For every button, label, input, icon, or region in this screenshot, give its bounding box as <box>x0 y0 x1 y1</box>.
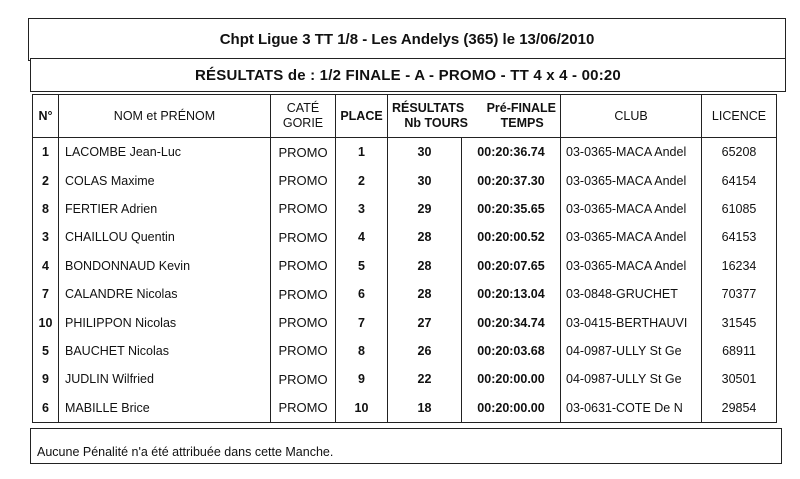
table-row <box>33 166 777 194</box>
cell-tours: 28 <box>388 223 462 251</box>
cell-category: PROMO <box>271 166 336 194</box>
cell-num: 6 <box>33 394 59 423</box>
results-subtitle-box <box>30 58 786 92</box>
table-row <box>33 223 777 251</box>
cell-category: PROMO <box>271 280 336 308</box>
table-row <box>33 280 777 308</box>
cell-place: 7 <box>336 308 388 336</box>
cell-club: 03-0848-GRUCHET <box>561 280 702 308</box>
table-row <box>33 365 777 393</box>
cell-time: 00:20:13.04 <box>462 280 561 308</box>
col-header-category-line2: GORIE <box>282 116 324 130</box>
cell-name: JUDLIN Wilfried <box>59 365 271 393</box>
col-header-place: PLACE <box>336 95 388 138</box>
cell-name: BONDONNAUD Kevin <box>59 252 271 280</box>
table-header-row <box>33 95 777 138</box>
cell-place: 5 <box>336 252 388 280</box>
table-row <box>33 394 777 423</box>
cell-place: 2 <box>336 166 388 194</box>
cell-tours: 28 <box>388 252 462 280</box>
cell-tours: 27 <box>388 308 462 336</box>
cell-club: 03-0365-MACA Andel <box>561 138 702 167</box>
cell-category: PROMO <box>271 138 336 167</box>
cell-name: PHILIPPON Nicolas <box>59 308 271 336</box>
cell-licence: 70377 <box>702 280 777 308</box>
cell-licence: 65208 <box>702 138 777 167</box>
cell-licence: 61085 <box>702 195 777 223</box>
col-header-name: NOM et PRÉNOM <box>59 95 271 138</box>
cell-club: 03-0365-MACA Andel <box>561 166 702 194</box>
cell-time: 00:20:00.00 <box>462 394 561 423</box>
table-row <box>33 308 777 336</box>
cell-tours: 18 <box>388 394 462 423</box>
cell-licence: 68911 <box>702 337 777 365</box>
penalty-note-box <box>30 428 782 464</box>
cell-name: CHAILLOU Quentin <box>59 223 271 251</box>
cell-num: 10 <box>33 308 59 336</box>
table-row <box>33 337 777 365</box>
document-title-box <box>28 18 786 61</box>
cell-time: 00:20:07.65 <box>462 252 561 280</box>
cell-name: LACOMBE Jean-Luc <box>59 138 271 167</box>
cell-club: 04-0987-ULLY St Ge <box>561 337 702 365</box>
col-header-temps: TEMPS <box>500 116 544 130</box>
cell-place: 8 <box>336 337 388 365</box>
cell-name: FERTIER Adrien <box>59 195 271 223</box>
table-row <box>33 195 777 223</box>
col-header-results <box>388 95 561 138</box>
cell-time: 00:20:03.68 <box>462 337 561 365</box>
col-header-results-label: RÉSULTATS <box>392 101 465 115</box>
col-header-prefinale-label: Pré-FINALE <box>486 101 557 115</box>
cell-time: 00:20:00.52 <box>462 223 561 251</box>
cell-time: 00:20:36.74 <box>462 138 561 167</box>
results-table <box>32 94 777 423</box>
cell-num: 9 <box>33 365 59 393</box>
cell-category: PROMO <box>271 195 336 223</box>
cell-licence: 29854 <box>702 394 777 423</box>
cell-place: 3 <box>336 195 388 223</box>
cell-place: 6 <box>336 280 388 308</box>
cell-time: 00:20:34.74 <box>462 308 561 336</box>
cell-category: PROMO <box>271 252 336 280</box>
cell-place: 1 <box>336 138 388 167</box>
cell-num: 2 <box>33 166 59 194</box>
cell-tours: 30 <box>388 166 462 194</box>
cell-club: 03-0365-MACA Andel <box>561 195 702 223</box>
cell-tours: 22 <box>388 365 462 393</box>
cell-num: 8 <box>33 195 59 223</box>
cell-category: PROMO <box>271 308 336 336</box>
table-row <box>33 252 777 280</box>
col-header-licence: LICENCE <box>702 95 777 138</box>
cell-num: 4 <box>33 252 59 280</box>
cell-time: 00:20:35.65 <box>462 195 561 223</box>
cell-place: 9 <box>336 365 388 393</box>
cell-licence: 64153 <box>702 223 777 251</box>
cell-club: 03-0631-COTE De N <box>561 394 702 423</box>
cell-name: MABILLE Brice <box>59 394 271 423</box>
cell-club: 03-0365-MACA Andel <box>561 252 702 280</box>
cell-licence: 31545 <box>702 308 777 336</box>
cell-tours: 26 <box>388 337 462 365</box>
penalty-note: Aucune Pénalité n'a été attribuée dans cette Manche. <box>37 445 334 459</box>
cell-time: 00:20:00.00 <box>462 365 561 393</box>
cell-name: COLAS Maxime <box>59 166 271 194</box>
cell-licence: 64154 <box>702 166 777 194</box>
col-header-num: N° <box>33 95 59 138</box>
cell-licence: 30501 <box>702 365 777 393</box>
cell-category: PROMO <box>271 394 336 423</box>
cell-club: 03-0415-BERTHAUVI <box>561 308 702 336</box>
cell-time: 00:20:37.30 <box>462 166 561 194</box>
cell-name: BAUCHET Nicolas <box>59 337 271 365</box>
cell-category: PROMO <box>271 365 336 393</box>
cell-club: 04-0987-ULLY St Ge <box>561 365 702 393</box>
cell-num: 1 <box>33 138 59 167</box>
cell-num: 3 <box>33 223 59 251</box>
cell-num: 5 <box>33 337 59 365</box>
cell-licence: 16234 <box>702 252 777 280</box>
table-row <box>33 138 777 167</box>
cell-place: 10 <box>336 394 388 423</box>
col-header-category <box>271 95 336 138</box>
cell-num: 7 <box>33 280 59 308</box>
cell-category: PROMO <box>271 223 336 251</box>
cell-tours: 30 <box>388 138 462 167</box>
cell-tours: 29 <box>388 195 462 223</box>
cell-name: CALANDRE Nicolas <box>59 280 271 308</box>
results-subtitle: RÉSULTATS de : 1/2 FINALE - A - PROMO - TT 4 x 4 - 00:20 <box>195 66 621 84</box>
cell-club: 03-0365-MACA Andel <box>561 223 702 251</box>
cell-tours: 28 <box>388 280 462 308</box>
cell-category: PROMO <box>271 337 336 365</box>
col-header-category-line1: CATÉ <box>286 101 320 115</box>
cell-place: 4 <box>336 223 388 251</box>
col-header-club: CLUB <box>561 95 702 138</box>
col-header-tours: Nb TOURS <box>404 116 468 130</box>
document-title: Chpt Ligue 3 TT 1/8 - Les Andelys (365) le 13/06/2010 <box>219 31 595 48</box>
